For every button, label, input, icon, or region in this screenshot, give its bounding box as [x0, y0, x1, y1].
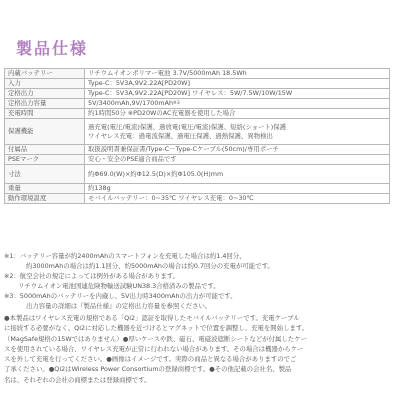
- spec-label: 重量: [5, 184, 85, 194]
- spec-label: 内蔵バッテリー: [5, 69, 85, 79]
- spec-value: 取扱説明書兼保証書/Type-C－Type-Cケーブル(50cm)/専用ポーチ: [85, 145, 390, 155]
- footnote-line: 出力容量の詳細は『製品仕様』の定格出力容量を参照ください。: [26, 302, 212, 310]
- footnote-line: ※2：航空会社の規定によっては例外がある場合があります。: [4, 272, 180, 280]
- spec-table: [4, 68, 390, 204]
- product-description: [4, 313, 396, 385]
- description-line: （MagSafe規格の15Wではありません）●厚いケースや鉄、磁石、電磁波遮断シートなどが付属したケー: [4, 334, 307, 343]
- spec-value: 約1時間50分 ※PD20WのAC充電器を使用した場合: [85, 109, 390, 119]
- spec-label: 定格出力容量: [5, 99, 85, 109]
- spec-value-line: ワイヤレス充電：過電流保護、過電圧保護、過熱保護、異物検出: [88, 131, 273, 140]
- spec-label: PSEマーク: [5, 155, 85, 165]
- footnote-line: ※1：バッテリー容量が約2400mAhのスマートフォンを充電した場合は約1.4回分、: [4, 252, 246, 260]
- table-row: [5, 145, 390, 155]
- spec-value: 安心・安全のPSE適合商品です: [85, 155, 390, 165]
- spec-label: 保護機能: [5, 119, 85, 145]
- table-row: [5, 194, 390, 204]
- spec-label: 付属品: [5, 145, 85, 155]
- spec-label: 動作環境温度: [5, 194, 85, 204]
- spec-label: 入力: [5, 79, 85, 89]
- table-row: [5, 69, 390, 79]
- spec-label: 充電時間: [5, 109, 85, 119]
- spec-value-text: 5V/3400mAh,9V/1700mAh: [88, 99, 174, 107]
- table-row: [5, 79, 390, 89]
- footnotes: [4, 251, 396, 311]
- spec-value: 約Φ69.0(W)×約Φ12.5(D)×約Φ105.0(H)mm: [85, 165, 390, 184]
- footnote-line: リチウムイオン電池国連危険物輸送試験UN38.3合格済みの製品です。: [18, 282, 220, 290]
- spec-label: 寸法: [5, 165, 85, 184]
- description-line: ●本製品はワイヤレス充電の規格である「Qi2」認証を取得したモバイルバッテリーです。充電ケーブル: [4, 314, 300, 322]
- table-row: [5, 109, 390, 119]
- table-row: [5, 89, 390, 99]
- table-row: [5, 119, 390, 145]
- spec-value: 約138g: [85, 184, 390, 194]
- footnote-line: ※3：5000mAhのバッテリーを内蔵し、5V出力時3400mAhの出力が可能です。: [4, 292, 237, 300]
- page-title: 製品仕様: [16, 39, 89, 58]
- table-row: [5, 165, 390, 184]
- description-line: 名は、それぞれの会社の商標または登録商標です。: [4, 375, 151, 384]
- spec-value: Type-C：5V3A,9V2.22A[PD20W] ワイヤレス：5W/7.5W/10W/15W: [85, 89, 390, 99]
- footnote-line: 約3000mAhの場合は約1.1回分、約5000mAhの場合は約0.7回分の充電が可能です。: [26, 262, 274, 270]
- spec-value: モバイルバッテリー：0~35℃ ワイヤレス充電：0~30℃: [85, 194, 390, 204]
- footnote-ref: ※3: [173, 101, 180, 106]
- table-row: [5, 99, 390, 109]
- description-line: に接続する必要がなく、Qi2に対応した機器を近づけるとマグネットで位置を調整し、充電を開始します。: [4, 324, 309, 333]
- table-row: [5, 184, 390, 194]
- spec-label: 定格出力: [5, 89, 85, 99]
- description-line: スを使用されている場合、ワイヤレス充電が正常に行われない場合があります。その場合は機器からケー: [4, 344, 304, 353]
- spec-value-line: 過充電(電圧/電流)保護、過放電(電圧/電流)保護、短絡(ショート)保護: [88, 122, 287, 131]
- description-line: 了承ください。●Qi2はWireless Power Consortiumの登録商標です。●その他記載の会社名、製品: [4, 365, 292, 374]
- spec-value: [85, 99, 390, 109]
- description-line: スを外して充電を行ってください。●画像はイメージです。実際の商品と異なる場合がありますのでご: [4, 355, 297, 364]
- spec-value: Type-C：5V3A,9V2.22A[PD20W]: [85, 79, 390, 89]
- spec-value: [85, 119, 390, 145]
- spec-value: リチウムイオンポリマー電池 3.7V/5000mAh 18.5Wh: [85, 69, 390, 79]
- table-row: [5, 155, 390, 165]
